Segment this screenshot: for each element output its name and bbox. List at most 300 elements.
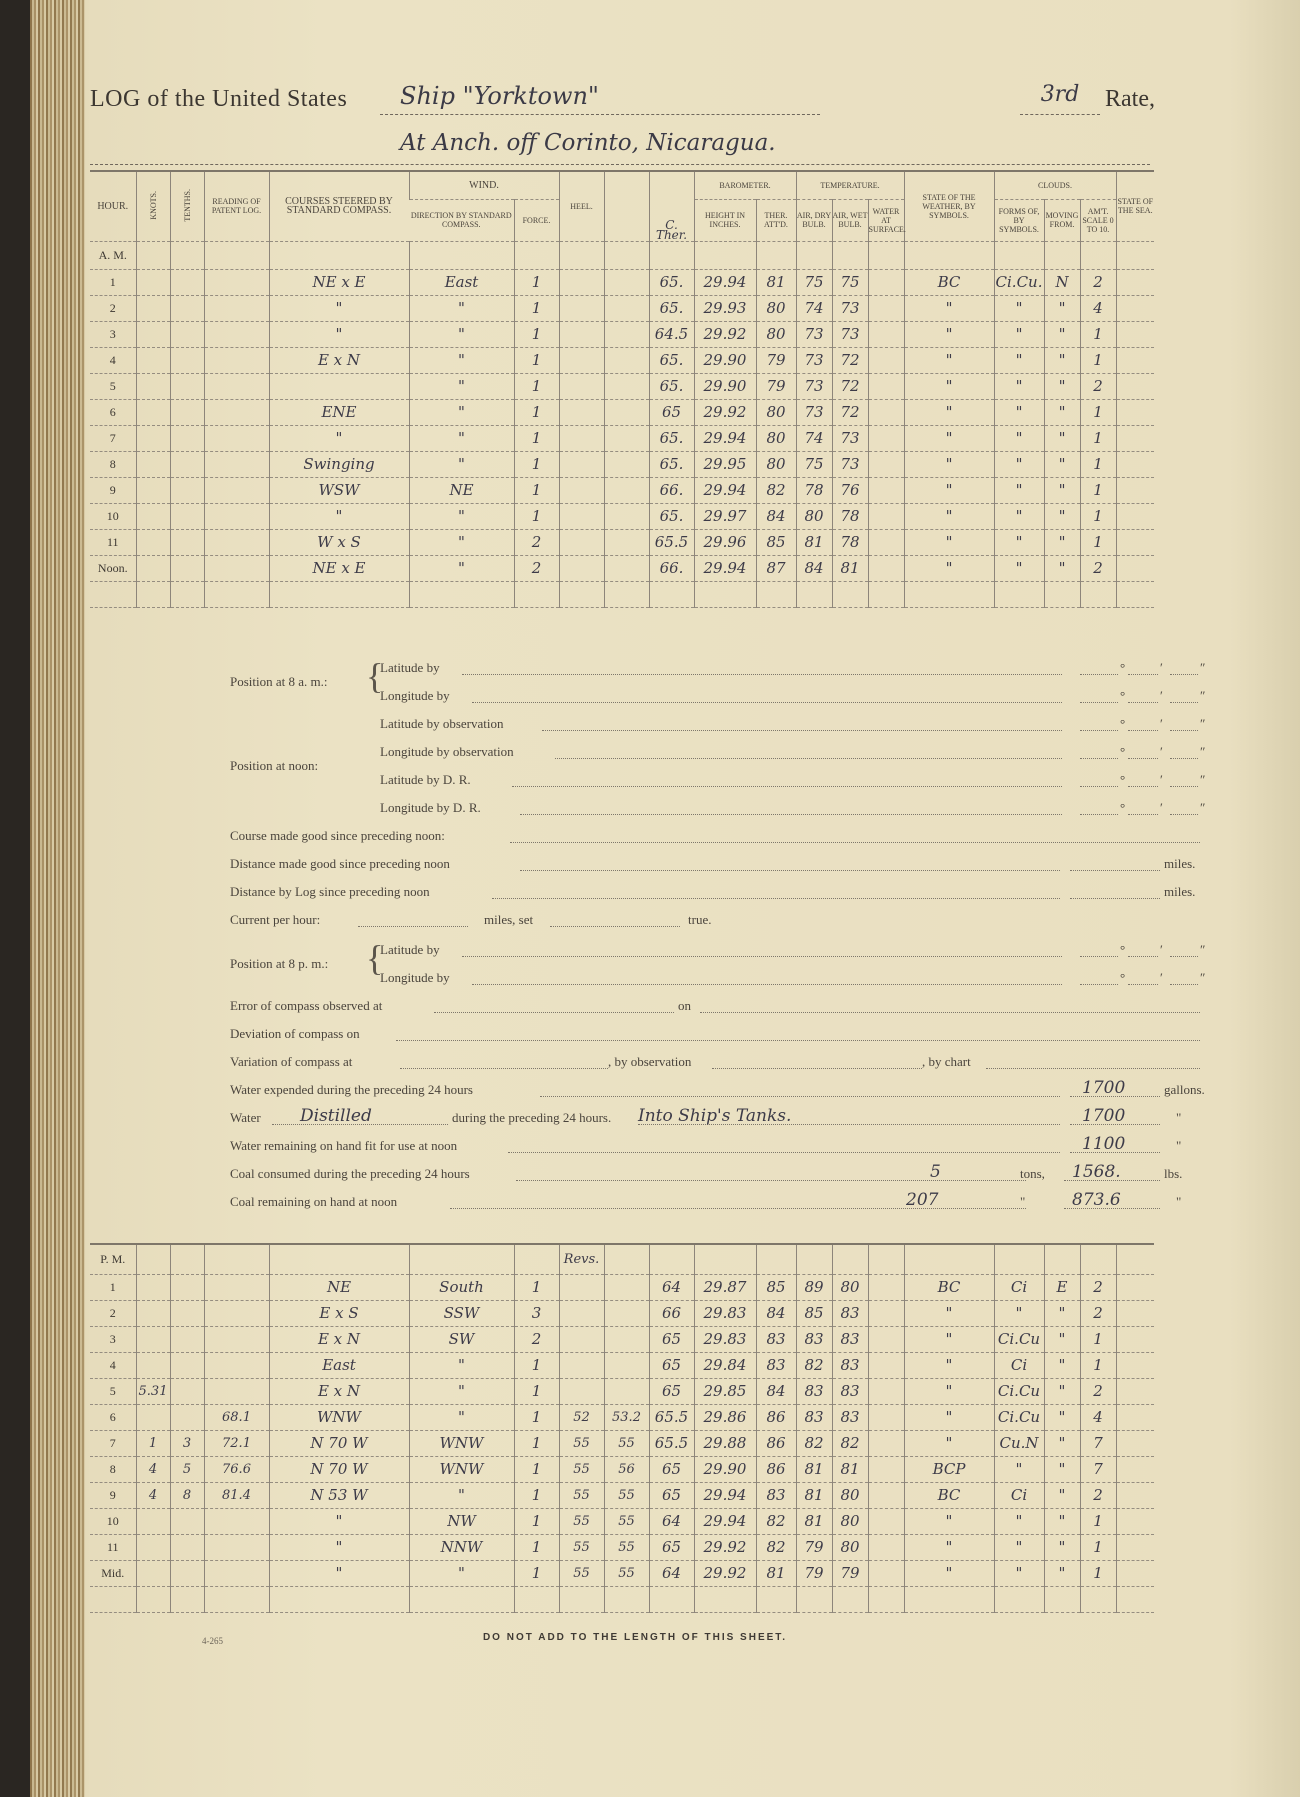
water-label: Water: [230, 1110, 261, 1125]
pm-cell-patent: 81.4: [204, 1482, 269, 1508]
col-baro-height: HEIGHT IN INCHES.: [694, 199, 756, 241]
am-cell-height: 29.97: [694, 503, 756, 529]
lat-by-label: Latitude by: [380, 660, 440, 675]
am-cell-moving: ": [1044, 451, 1080, 477]
am-cell-ther: 80: [756, 425, 796, 451]
pm-cell-height: 29.94: [694, 1508, 756, 1534]
pm-cell-wind_dir: ": [409, 1352, 514, 1378]
book-page-edges: [30, 0, 85, 1797]
pm-row: [90, 1352, 1154, 1378]
am-cell-weather: ": [904, 321, 994, 347]
pm-cell-hour: 2: [109, 1305, 116, 1320]
pm-cell-tenths: 5: [170, 1456, 204, 1482]
pm-cell-force: 1: [514, 1482, 559, 1508]
pm-cell-heel2: 55: [604, 1482, 649, 1508]
pm-cell-ther: 83: [756, 1482, 796, 1508]
ditto-mark-2: ": [1176, 1138, 1182, 1153]
am-cell-cther: 66.: [649, 477, 694, 503]
pm-cell-forms: Ci.Cu: [994, 1378, 1044, 1404]
lon-by-label: Longitude by: [380, 688, 450, 703]
pm-cell-dry: 82: [796, 1430, 832, 1456]
pm-cell-force: 1: [514, 1352, 559, 1378]
am-cell-amount: 2: [1080, 555, 1116, 581]
pm-cell-forms: Cu.N: [994, 1430, 1044, 1456]
am-cell-dry: 74: [796, 295, 832, 321]
pm-cell-forms: ": [994, 1508, 1044, 1534]
am-cell-dry: 78: [796, 477, 832, 503]
pm-cell-heel: [559, 1378, 604, 1404]
pm-cell-height: 29.83: [694, 1300, 756, 1326]
pm-cell-heel: [559, 1326, 604, 1352]
am-cell-hour: 11: [106, 534, 119, 549]
am-cell-ther: 80: [756, 295, 796, 321]
pm-cell-ther: 81: [756, 1560, 796, 1586]
am-cell-height: 29.90: [694, 347, 756, 373]
col-wind: WIND.: [409, 171, 559, 199]
col-knots: KNOTS.: [148, 190, 158, 220]
col-cloud-moving: MOVING FROM.: [1044, 199, 1080, 241]
pm-cell-forms: ": [994, 1534, 1044, 1560]
col-clouds: CLOUDS.: [994, 171, 1116, 199]
am-cell-force: 1: [514, 451, 559, 477]
pm-cell-height: 29.83: [694, 1326, 756, 1352]
pm-cell-amount: 2: [1080, 1482, 1116, 1508]
pm-cell-tenths: [170, 1352, 204, 1378]
pm-cell-knots: [136, 1300, 170, 1326]
pm-cell-hour: 8: [109, 1461, 116, 1476]
pm-log-table: [90, 1243, 1154, 1613]
true-label: true.: [688, 912, 712, 927]
pm-cell-wind_dir: ": [409, 1482, 514, 1508]
am-cell-force: 1: [514, 503, 559, 529]
am-cell-force: 1: [514, 269, 559, 295]
am-label: A. M.: [98, 247, 127, 262]
pm-row: [90, 1508, 1154, 1534]
pm-cell-hour: 10: [106, 1513, 119, 1528]
pm-cell-dry: 83: [796, 1378, 832, 1404]
am-cell-amount: 1: [1080, 321, 1116, 347]
pm-cell-hour: 5: [109, 1383, 116, 1398]
am-cell-ther: 84: [756, 503, 796, 529]
am-cell-course: ": [269, 503, 409, 529]
pm-cell-weather: BC: [904, 1274, 994, 1300]
am-cell-ther: 80: [756, 399, 796, 425]
am-cell-cther: 66.: [649, 555, 694, 581]
am-cell-wind_dir: East: [409, 269, 514, 295]
pm-cell-forms: ": [994, 1456, 1044, 1482]
location-text: At Anch. off Corinto, Nicaragua.: [400, 130, 776, 156]
am-row: [90, 347, 1154, 373]
brace-8am: {: [366, 656, 384, 696]
water-remaining-value: 1100: [1082, 1134, 1126, 1154]
am-cell-force: 1: [514, 295, 559, 321]
am-cell-wind_dir: ": [409, 425, 514, 451]
pm-cell-amount: 1: [1080, 1534, 1116, 1560]
pm-cell-tenths: [170, 1508, 204, 1534]
pm-row: [90, 1482, 1154, 1508]
pm-cell-cther: 66: [649, 1300, 694, 1326]
form-number: 4-265: [202, 1636, 223, 1646]
pm-cell-heel: 55: [559, 1482, 604, 1508]
am-cell-wet: 81: [832, 555, 868, 581]
pm-cell-moving: ": [1044, 1456, 1080, 1482]
dist-log-label: Distance by Log since preceding noon: [230, 884, 430, 899]
pm-cell-patent: [204, 1560, 269, 1586]
am-cell-course: W x S: [269, 529, 409, 555]
am-cell-hour: 3: [109, 326, 116, 341]
pm-cell-dry: 81: [796, 1482, 832, 1508]
am-cell-wind_dir: ": [409, 555, 514, 581]
am-cell-ther: 79: [756, 347, 796, 373]
pm-row: [90, 1534, 1154, 1560]
am-cell-forms: ": [994, 451, 1044, 477]
pm-cell-knots: 4: [136, 1482, 170, 1508]
pm-cell-height: 29.87: [694, 1274, 756, 1300]
pm-cell-forms: ": [994, 1300, 1044, 1326]
am-cell-forms: ": [994, 425, 1044, 451]
pm-cell-knots: 4: [136, 1456, 170, 1482]
pm-cell-ther: 84: [756, 1378, 796, 1404]
course-good-label: Course made good since preceding noon:: [230, 828, 445, 843]
col-tenths: TENTHS.: [182, 188, 192, 222]
am-log-table: [90, 170, 1154, 608]
am-cell-force: 1: [514, 399, 559, 425]
am-cell-cther: 65: [649, 399, 694, 425]
coal-remaining-tons: 207: [906, 1190, 939, 1210]
am-cell-hour: 2: [109, 300, 116, 315]
pm-cell-moving: ": [1044, 1378, 1080, 1404]
am-cell-ther: 87: [756, 555, 796, 581]
pm-cell-wind_dir: SSW: [409, 1300, 514, 1326]
am-cell-height: 29.93: [694, 295, 756, 321]
pm-cell-tenths: [170, 1300, 204, 1326]
am-cell-forms: ": [994, 347, 1044, 373]
am-cell-moving: ": [1044, 425, 1080, 451]
pm-cell-course: N 53 W: [269, 1482, 409, 1508]
pm-cell-patent: [204, 1274, 269, 1300]
am-cell-course: NE x E: [269, 555, 409, 581]
am-cell-force: 2: [514, 529, 559, 555]
pm-cell-moving: ": [1044, 1482, 1080, 1508]
am-cell-ther: 82: [756, 477, 796, 503]
col-cloud-forms: FORMS OF, BY SYMBOLS.: [994, 199, 1044, 241]
am-cell-hour: 5: [109, 378, 116, 393]
pm-cell-ther: 86: [756, 1430, 796, 1456]
pm-cell-force: 3: [514, 1300, 559, 1326]
pm-row: [90, 1274, 1154, 1300]
revs-note: Revs.: [559, 1244, 604, 1274]
am-cell-wet: 72: [832, 399, 868, 425]
pm-cell-course: N 70 W: [269, 1456, 409, 1482]
pm-cell-knots: [136, 1352, 170, 1378]
pm-cell-moving: ": [1044, 1300, 1080, 1326]
am-cell-dry: 73: [796, 399, 832, 425]
pm-cell-height: 29.85: [694, 1378, 756, 1404]
ditto-mark-3: ": [1020, 1194, 1026, 1209]
am-cell-hour: 10: [106, 508, 119, 523]
pm-cell-moving: ": [1044, 1430, 1080, 1456]
am-cell-ther: 80: [756, 321, 796, 347]
pm-cell-course: WNW: [269, 1404, 409, 1430]
pm-cell-amount: 2: [1080, 1378, 1116, 1404]
am-cell-wet: 72: [832, 347, 868, 373]
am-cell-height: 29.95: [694, 451, 756, 477]
am-cell-weather: ": [904, 399, 994, 425]
pm-cell-amount: 7: [1080, 1456, 1116, 1482]
pm-cell-forms: ": [994, 1560, 1044, 1586]
ship-name: Ship "Yorktown": [380, 82, 820, 115]
pm-label: P. M.: [100, 1251, 126, 1266]
pm-cell-force: 1: [514, 1534, 559, 1560]
am-cell-wind_dir: ": [409, 503, 514, 529]
pm-cell-course: ": [269, 1534, 409, 1560]
pm-cell-wind_dir: SW: [409, 1326, 514, 1352]
am-cell-forms: ": [994, 399, 1044, 425]
pm-cell-tenths: [170, 1404, 204, 1430]
pm-cell-amount: 1: [1080, 1352, 1116, 1378]
col-patent-log: READING OF PATENT LOG.: [204, 171, 269, 241]
pm-cell-tenths: [170, 1534, 204, 1560]
am-cell-dry: 74: [796, 425, 832, 451]
pm-cell-wind_dir: ": [409, 1404, 514, 1430]
am-cell-weather: ": [904, 555, 994, 581]
am-cell-cther: 64.5: [649, 321, 694, 347]
pm-cell-knots: [136, 1534, 170, 1560]
am-cell-moving: ": [1044, 295, 1080, 321]
pm-cell-tenths: [170, 1378, 204, 1404]
am-cell-height: 29.90: [694, 373, 756, 399]
coal-consumed-tons: 5: [930, 1162, 941, 1182]
am-cell-amount: 2: [1080, 373, 1116, 399]
am-cell-course: Swinging: [269, 451, 409, 477]
am-row: [90, 555, 1154, 581]
pm-cell-amount: 1: [1080, 1560, 1116, 1586]
pm-cell-dry: 79: [796, 1534, 832, 1560]
dist-good-label: Distance made good since preceding noon: [230, 856, 450, 871]
am-cell-weather: ": [904, 425, 994, 451]
am-cell-cther: 65.: [649, 347, 694, 373]
pm-cell-height: 29.94: [694, 1482, 756, 1508]
pm-cell-tenths: [170, 1560, 204, 1586]
pm-cell-wet: 80: [832, 1274, 868, 1300]
pm-cell-amount: 1: [1080, 1326, 1116, 1352]
pm-cell-hour: 4: [109, 1357, 116, 1372]
pm-cell-weather: ": [904, 1326, 994, 1352]
pm-cell-tenths: 3: [170, 1430, 204, 1456]
am-cell-dry: 75: [796, 269, 832, 295]
pm-row: [90, 1560, 1154, 1586]
water-kind-value: Distilled: [300, 1106, 372, 1126]
am-cell-hour: 6: [109, 404, 116, 419]
miles-label-1: miles.: [1164, 856, 1196, 871]
am-cell-height: 29.94: [694, 269, 756, 295]
pm-cell-ther: 83: [756, 1352, 796, 1378]
am-cell-cther: 65.: [649, 425, 694, 451]
pm-cell-tenths: 8: [170, 1482, 204, 1508]
am-cell-wind_dir: ": [409, 529, 514, 555]
pm-cell-heel: 55: [559, 1430, 604, 1456]
pm-cell-patent: [204, 1508, 269, 1534]
col-barometer: BAROMETER.: [694, 171, 796, 199]
pm-cell-forms: Ci.Cu: [994, 1326, 1044, 1352]
pm-cell-weather: BCP: [904, 1456, 994, 1482]
am-row: [90, 295, 1154, 321]
pm-cell-cther: 65: [649, 1456, 694, 1482]
am-cell-wind_dir: ": [409, 347, 514, 373]
am-row: [90, 529, 1154, 555]
col-c-ther: C. Ther.: [655, 217, 688, 242]
am-cell-height: 29.94: [694, 555, 756, 581]
pm-cell-heel: 55: [559, 1456, 604, 1482]
by-observation-label: , by observation: [608, 1054, 692, 1069]
am-cell-amount: 2: [1080, 269, 1116, 295]
pm-cell-cther: 65: [649, 1352, 694, 1378]
col-baro-ther: THER. ATT'D.: [756, 199, 796, 241]
am-cell-force: 1: [514, 373, 559, 399]
pm-cell-force: 1: [514, 1378, 559, 1404]
pm-cell-heel2: 55: [604, 1430, 649, 1456]
pm-cell-wet: 82: [832, 1430, 868, 1456]
pm-cell-force: 1: [514, 1456, 559, 1482]
sheet-notice: DO NOT ADD TO THE LENGTH OF THIS SHEET.: [482, 1632, 788, 1643]
pm-cell-ther: 85: [756, 1274, 796, 1300]
col-air-dry: AIR, DRY BULB.: [796, 199, 832, 241]
am-cell-course: ": [269, 321, 409, 347]
am-cell-cther: 65.: [649, 451, 694, 477]
pm-cell-ther: 86: [756, 1404, 796, 1430]
pm-cell-heel2: [604, 1352, 649, 1378]
pm-cell-ther: 82: [756, 1508, 796, 1534]
am-cell-moving: ": [1044, 321, 1080, 347]
am-cell-cther: 65.5: [649, 529, 694, 555]
lat-by-8pm-label: Latitude by: [380, 942, 440, 957]
pm-cell-course: NE: [269, 1274, 409, 1300]
pm-cell-amount: 2: [1080, 1300, 1116, 1326]
am-cell-course: [269, 373, 409, 399]
pm-cell-weather: ": [904, 1300, 994, 1326]
pm-cell-wet: 83: [832, 1404, 868, 1430]
am-cell-wet: 76: [832, 477, 868, 503]
ditto-mark-4: ": [1176, 1194, 1182, 1209]
am-cell-cther: 65.: [649, 295, 694, 321]
col-wind-force: FORCE.: [514, 199, 559, 241]
pm-cell-course: East: [269, 1352, 409, 1378]
am-cell-hour: 4: [109, 352, 116, 367]
pm-cell-patent: 72.1: [204, 1430, 269, 1456]
am-cell-weather: ": [904, 347, 994, 373]
am-cell-wind_dir: ": [409, 451, 514, 477]
lon-obs-label: Longitude by observation: [380, 744, 514, 759]
coal-consumed-lbs: 1568.: [1072, 1162, 1121, 1182]
am-row: [90, 503, 1154, 529]
coal-remaining-label: Coal remaining on hand at noon: [230, 1194, 398, 1209]
on-label: on: [678, 998, 691, 1013]
pm-cell-cther: 64: [649, 1274, 694, 1300]
log-title: LOG of the United States: [90, 86, 348, 112]
pm-cell-knots: [136, 1326, 170, 1352]
am-cell-force: 1: [514, 321, 559, 347]
col-sea: STATE OF THE SEA.: [1116, 171, 1154, 241]
am-cell-forms: Ci.Cu.: [994, 269, 1044, 295]
pm-cell-ther: 84: [756, 1300, 796, 1326]
pm-cell-force: 1: [514, 1508, 559, 1534]
am-row: [90, 321, 1154, 347]
am-cell-forms: ": [994, 295, 1044, 321]
pm-cell-hour: 3: [109, 1331, 116, 1346]
pm-cell-knots: [136, 1274, 170, 1300]
am-cell-dry: 84: [796, 555, 832, 581]
pm-cell-patent: 68.1: [204, 1404, 269, 1430]
pm-cell-amount: 2: [1080, 1274, 1116, 1300]
pm-cell-cther: 65: [649, 1534, 694, 1560]
pm-cell-wind_dir: NNW: [409, 1534, 514, 1560]
pm-cell-hour: 6: [109, 1409, 116, 1424]
rate-label: Rate,: [1105, 86, 1155, 112]
pos-8am-label: Position at 8 a. m.:: [230, 674, 328, 689]
lbs-label: lbs.: [1164, 1166, 1183, 1181]
am-row: [90, 477, 1154, 503]
am-cell-amount: 4: [1080, 295, 1116, 321]
current-label: Current per hour:: [230, 912, 321, 927]
pm-cell-knots: [136, 1560, 170, 1586]
am-cell-wind_dir: ": [409, 321, 514, 347]
pm-cell-cther: 65: [649, 1378, 694, 1404]
pm-cell-wind_dir: ": [409, 1560, 514, 1586]
am-row: [90, 373, 1154, 399]
pm-cell-cther: 65: [649, 1326, 694, 1352]
pm-cell-dry: 82: [796, 1352, 832, 1378]
pm-cell-wet: 83: [832, 1378, 868, 1404]
pm-cell-moving: ": [1044, 1534, 1080, 1560]
pm-cell-weather: ": [904, 1534, 994, 1560]
am-cell-cther: 65.: [649, 503, 694, 529]
am-cell-wet: 73: [832, 321, 868, 347]
pm-cell-course: ": [269, 1508, 409, 1534]
pm-cell-weather: ": [904, 1560, 994, 1586]
am-cell-wet: 73: [832, 451, 868, 477]
pm-cell-force: 1: [514, 1274, 559, 1300]
pm-cell-heel2: [604, 1300, 649, 1326]
pm-cell-dry: 81: [796, 1456, 832, 1482]
am-cell-wet: 75: [832, 269, 868, 295]
pm-cell-patent: [204, 1352, 269, 1378]
pm-cell-dry: 89: [796, 1274, 832, 1300]
am-cell-weather: ": [904, 477, 994, 503]
am-row: [90, 451, 1154, 477]
pm-cell-wet: 83: [832, 1300, 868, 1326]
pm-row: [90, 1326, 1154, 1352]
lon-by-8pm-label: Longitude by: [380, 970, 450, 985]
pm-cell-heel: [559, 1274, 604, 1300]
pm-cell-heel2: 56: [604, 1456, 649, 1482]
water-expended-value: 1700: [1082, 1078, 1126, 1098]
am-row: [90, 425, 1154, 451]
am-cell-course: WSW: [269, 477, 409, 503]
pm-cell-wind_dir: NW: [409, 1508, 514, 1534]
pm-cell-knots: [136, 1404, 170, 1430]
pm-cell-weather: ": [904, 1404, 994, 1430]
pm-cell-heel2: [604, 1274, 649, 1300]
pm-cell-dry: 81: [796, 1508, 832, 1534]
am-cell-amount: 1: [1080, 503, 1116, 529]
am-cell-force: 2: [514, 555, 559, 581]
am-cell-moving: ": [1044, 529, 1080, 555]
am-cell-wet: 78: [832, 503, 868, 529]
pm-cell-moving: E: [1044, 1274, 1080, 1300]
pm-cell-course: E x N: [269, 1326, 409, 1352]
am-cell-wind_dir: NE: [409, 477, 514, 503]
am-cell-dry: 80: [796, 503, 832, 529]
